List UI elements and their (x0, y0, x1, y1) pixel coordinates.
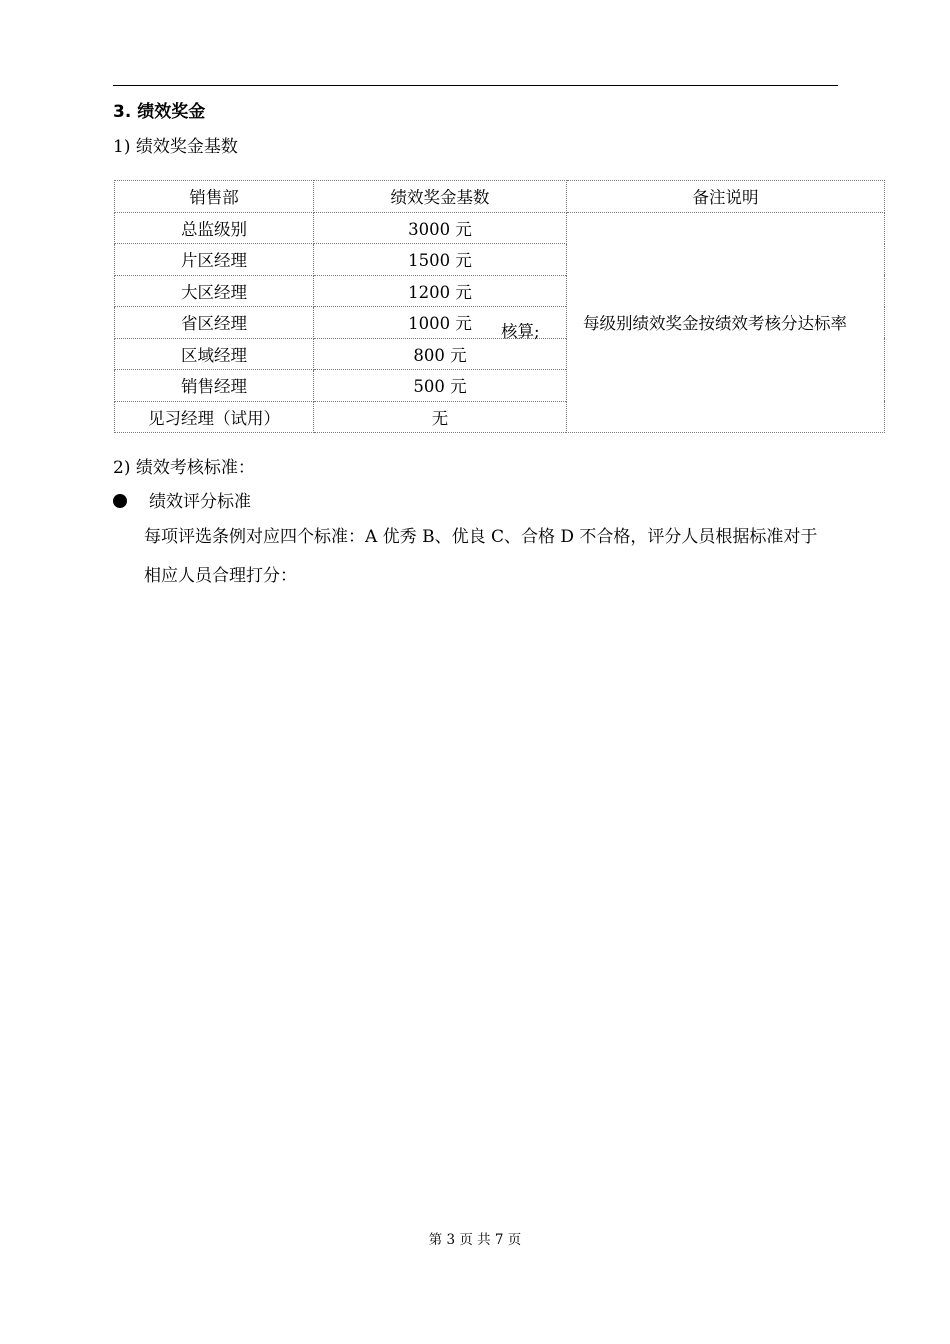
amount-cell: 1000 元 (314, 307, 567, 339)
amount-cell: 3000 元 (314, 212, 567, 244)
column-header-remark: 备注说明 (567, 181, 885, 213)
level-cell: 片区经理 (115, 244, 314, 276)
level-cell: 省区经理 (115, 307, 314, 339)
assessment-paragraph-line-1: 每项评选条例对应四个标准：A 优秀 B、优良 C、合格 D 不合格，评分人员根据标准对于 (144, 527, 818, 547)
remark-text: 每级别绩效奖金按绩效考核分达标率 (583, 314, 847, 334)
bullet-dot-icon (113, 494, 127, 508)
amount-cell: 无 (314, 401, 567, 433)
amount-cell: 800 元 (314, 338, 567, 370)
bonus-base-heading: 1) 绩效奖金基数 (113, 137, 238, 157)
bonus-base-table (114, 180, 885, 433)
table-header-row (115, 181, 885, 213)
level-cell: 见习经理（试用） (115, 401, 314, 433)
amount-cell: 1500 元 (314, 244, 567, 276)
remark-cell (567, 212, 885, 433)
bullet-item (113, 491, 251, 513)
remark-overflow-text: 核算; (501, 322, 540, 341)
amount-cell: 1200 元 (314, 275, 567, 307)
assessment-heading: 2) 绩效考核标准： (113, 458, 255, 478)
level-cell: 大区经理 (115, 275, 314, 307)
column-header-department: 销售部 (115, 181, 314, 213)
bullet-label: 绩效评分标准 (149, 492, 251, 512)
level-cell: 区域经理 (115, 338, 314, 370)
level-cell: 总监级别 (115, 212, 314, 244)
table-row (115, 212, 885, 244)
amount-cell: 500 元 (314, 370, 567, 402)
page-footer: 第 3 页 共 7 页 (428, 1232, 522, 1248)
column-header-bonus-base: 绩效奖金基数 (314, 181, 567, 213)
section-heading: 3. 绩效奖金 (113, 102, 206, 122)
header-rule (113, 85, 838, 86)
level-cell: 销售经理 (115, 370, 314, 402)
assessment-paragraph-line-2: 相应人员合理打分： (144, 566, 297, 586)
